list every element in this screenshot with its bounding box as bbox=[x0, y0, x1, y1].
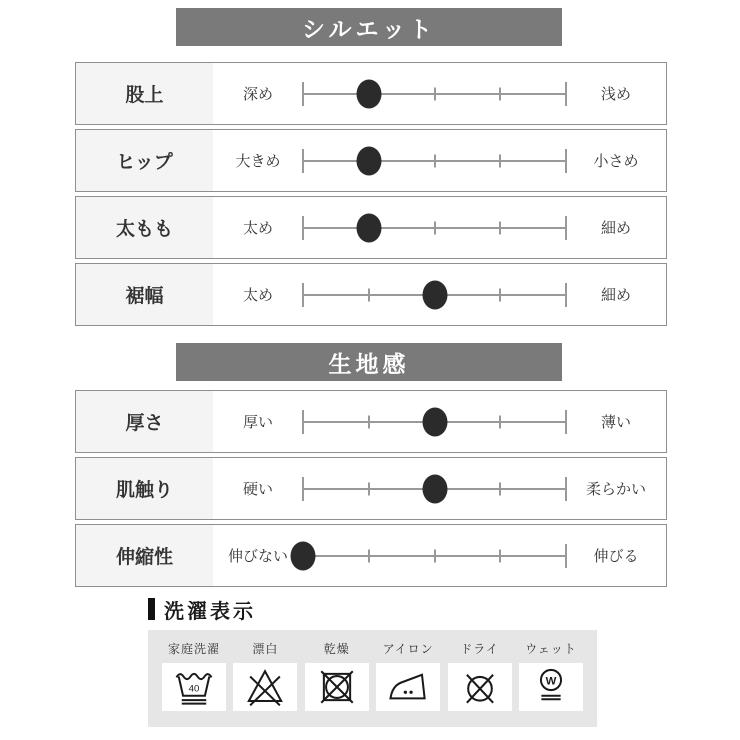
scale-min-label: 伸びない bbox=[227, 548, 288, 565]
spec-row-scale bbox=[213, 391, 666, 452]
spec-row bbox=[75, 129, 667, 192]
spec-row-label: 裾幅 bbox=[76, 264, 213, 325]
wash-care-heading bbox=[148, 596, 256, 622]
scale-tick bbox=[368, 415, 370, 428]
spec-row-label: 肌触り bbox=[76, 458, 213, 519]
scale-max-label: 伸びる bbox=[593, 548, 639, 565]
dry-clean-prohibited-icon bbox=[458, 666, 502, 708]
spec-row-scale bbox=[213, 63, 666, 124]
wash-symbol-box bbox=[519, 663, 583, 711]
scale-tick bbox=[499, 288, 501, 301]
scale-tick bbox=[565, 149, 567, 173]
spec-row bbox=[75, 524, 667, 587]
scale-track bbox=[303, 63, 566, 124]
scale-track bbox=[303, 391, 566, 452]
scale-marker bbox=[356, 213, 381, 242]
spec-row-scale bbox=[213, 525, 666, 586]
wet-clean-icon bbox=[529, 666, 573, 708]
scale-min-label: 硬い bbox=[242, 481, 273, 498]
scale-min-label: 大きめ bbox=[235, 153, 281, 170]
fabric-table bbox=[75, 390, 667, 591]
scale-tick bbox=[499, 87, 501, 100]
spec-row bbox=[75, 390, 667, 453]
scale-tick bbox=[565, 477, 567, 501]
wash-care-item bbox=[448, 640, 512, 727]
scale-min-label: 厚い bbox=[242, 414, 273, 431]
spec-row-scale bbox=[213, 458, 666, 519]
scale-max-label: 細め bbox=[600, 220, 631, 237]
scale-tick bbox=[499, 549, 501, 562]
scale-marker bbox=[356, 146, 381, 175]
scale-track bbox=[303, 197, 566, 258]
wash-symbol-box bbox=[233, 663, 297, 711]
tumble-dry-prohibited-icon bbox=[315, 666, 359, 708]
scale-max-label: 細め bbox=[600, 287, 631, 304]
spec-row-label: 伸縮性 bbox=[76, 525, 213, 586]
scale-tick bbox=[499, 482, 501, 495]
scale-track bbox=[303, 264, 566, 325]
fabric-section-banner bbox=[176, 343, 562, 381]
scale-max-label: 柔らかい bbox=[585, 481, 646, 498]
section-title: シルエット bbox=[302, 15, 436, 42]
scale-tick bbox=[302, 283, 304, 307]
scale-tick bbox=[499, 221, 501, 234]
wash-care-item bbox=[162, 640, 226, 727]
scale-tick bbox=[434, 154, 436, 167]
wash-temp-value: 40 bbox=[188, 683, 200, 695]
wash-tub-40-icon bbox=[172, 666, 216, 708]
scale-tick bbox=[302, 216, 304, 240]
scale-marker bbox=[422, 474, 447, 503]
scale-tick bbox=[434, 221, 436, 234]
scale-min-label: 深め bbox=[242, 86, 273, 103]
bleach-prohibited-icon bbox=[243, 666, 287, 708]
scale-tick bbox=[368, 482, 370, 495]
scale-tick bbox=[302, 477, 304, 501]
scale-track bbox=[303, 525, 566, 586]
spec-row bbox=[75, 457, 667, 520]
wash-care-item bbox=[519, 640, 583, 727]
spec-row-label: 太もも bbox=[76, 197, 213, 258]
scale-tick bbox=[565, 410, 567, 434]
scale-marker bbox=[356, 79, 381, 108]
scale-tick bbox=[302, 82, 304, 106]
scale-tick bbox=[565, 544, 567, 568]
wash-care-panel bbox=[148, 630, 597, 727]
scale-track bbox=[303, 458, 566, 519]
wash-care-label: 乾燥 bbox=[323, 642, 350, 656]
spec-row-scale bbox=[213, 197, 666, 258]
scale-tick bbox=[434, 87, 436, 100]
scale-tick bbox=[302, 410, 304, 434]
wash-symbol-box bbox=[376, 663, 440, 711]
wet-clean-letter: W bbox=[545, 675, 557, 688]
scale-max-label: 薄い bbox=[600, 414, 631, 431]
wash-care-label: 家庭洗濯 bbox=[167, 642, 220, 656]
wash-care-item bbox=[376, 640, 440, 727]
scale-tick bbox=[565, 82, 567, 106]
scale-min-label: 太め bbox=[242, 220, 273, 237]
wash-care-title: 洗濯表示 bbox=[164, 600, 256, 623]
scale-tick bbox=[565, 216, 567, 240]
wash-symbol-box bbox=[305, 663, 369, 711]
scale-marker bbox=[422, 407, 447, 436]
wash-care-label: ドライ bbox=[460, 642, 499, 656]
scale-min-label: 太め bbox=[242, 287, 273, 304]
scale-tick bbox=[368, 288, 370, 301]
wash-care-item bbox=[233, 640, 297, 727]
spec-row bbox=[75, 62, 667, 125]
scale-marker bbox=[291, 541, 316, 570]
spec-row-scale bbox=[213, 264, 666, 325]
scale-max-label: 浅め bbox=[600, 86, 631, 103]
scale-tick bbox=[565, 283, 567, 307]
silhouette-table bbox=[75, 62, 667, 330]
scale-track bbox=[303, 130, 566, 191]
scale-tick bbox=[302, 149, 304, 173]
wash-care-item bbox=[305, 640, 369, 727]
spec-row-label: 厚さ bbox=[76, 391, 213, 452]
scale-max-label: 小さめ bbox=[593, 153, 639, 170]
wash-care-label: 漂白 bbox=[252, 642, 279, 656]
spec-row bbox=[75, 263, 667, 326]
heading-bar-icon bbox=[148, 598, 155, 620]
iron-two-dot-icon bbox=[386, 666, 430, 708]
wash-symbol-box bbox=[162, 663, 226, 711]
spec-row-label: 股上 bbox=[76, 63, 213, 124]
wash-symbol-box bbox=[448, 663, 512, 711]
spec-row-label: ヒップ bbox=[76, 130, 213, 191]
scale-marker bbox=[422, 280, 447, 309]
silhouette-section-banner bbox=[176, 8, 562, 46]
scale-tick bbox=[434, 549, 436, 562]
scale-tick bbox=[499, 154, 501, 167]
scale-tick bbox=[499, 415, 501, 428]
spec-row-scale bbox=[213, 130, 666, 191]
wash-care-label: アイロン bbox=[382, 642, 434, 656]
section-title: 生地感 bbox=[328, 350, 410, 377]
scale-tick bbox=[368, 549, 370, 562]
wash-care-label: ウェット bbox=[525, 642, 577, 656]
spec-row bbox=[75, 196, 667, 259]
